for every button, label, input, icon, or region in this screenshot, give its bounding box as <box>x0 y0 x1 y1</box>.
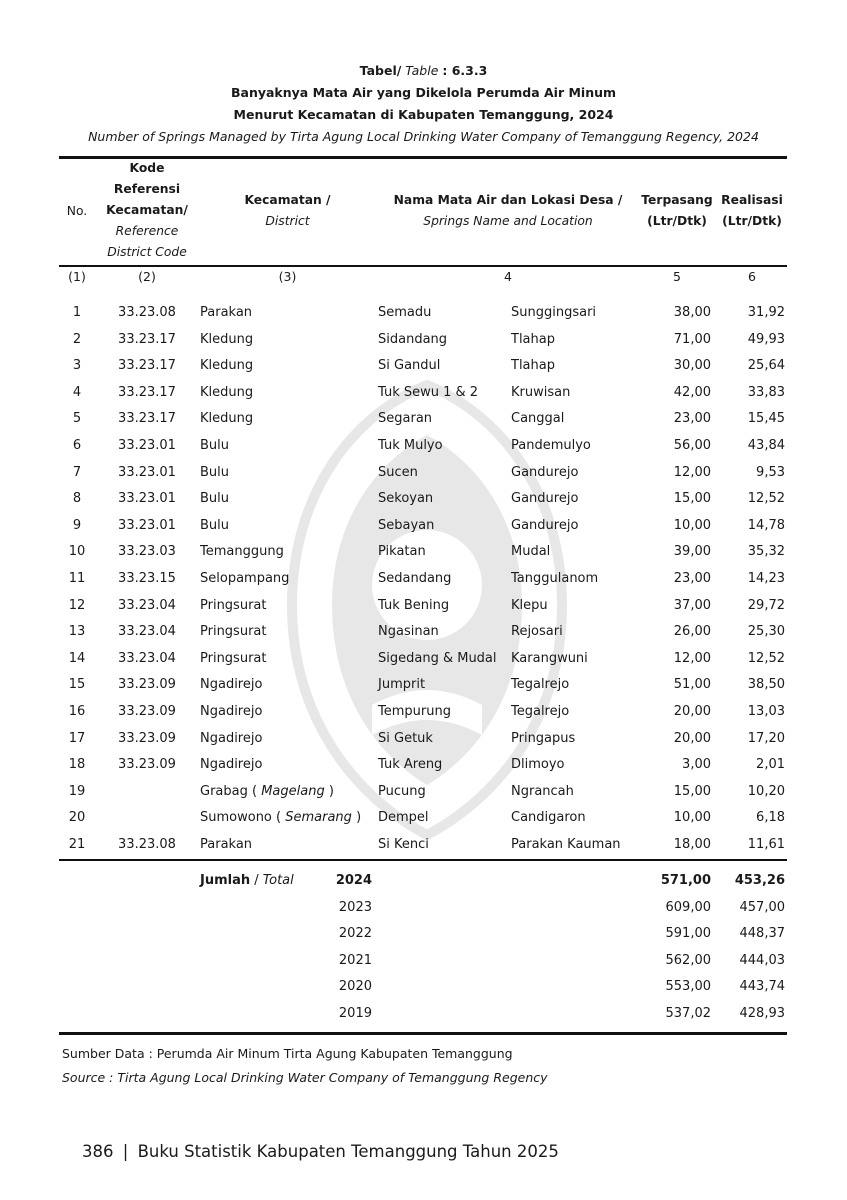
tabel-label: Tabel/ <box>359 63 402 78</box>
cell-village: Ngrancah <box>511 783 574 799</box>
total-installed: 562,00 <box>665 952 711 968</box>
total-realized: 444,03 <box>739 952 785 968</box>
cell-district: Kledung <box>200 331 254 347</box>
cell-village: Candigaron <box>511 810 586 826</box>
cell-installed: 12,00 <box>673 650 711 666</box>
cell-district: Ngadirejo <box>200 677 263 693</box>
cell-installed: 15,00 <box>673 783 711 799</box>
header-code-en-line2: District Code <box>107 245 187 259</box>
cell-district: Bulu <box>200 491 230 507</box>
table-title-english: Number of Springs Managed by Tirta Agung Local Drinking Water Company of Temanggung Regency, 2024 <box>88 129 759 144</box>
cell-spring: Ngasinan <box>378 624 439 640</box>
cell-code <box>95 779 199 805</box>
cell-village: Gandurejo <box>511 464 579 480</box>
total-realized: 443,74 <box>739 979 785 994</box>
total-installed: 553,00 <box>665 979 711 994</box>
district-note: Semarang <box>285 810 352 826</box>
cell-code: 33.23.15 <box>118 571 176 586</box>
cell-code: 33.23.17 <box>118 331 176 347</box>
cell-village: Tlahap <box>511 331 555 347</box>
cell-realized: 35,32 <box>747 544 785 560</box>
cell-realized: 11,61 <box>747 837 785 852</box>
cell-no: 6 <box>72 438 82 453</box>
cell-realized: 13,03 <box>747 704 785 719</box>
cell-no: 13 <box>68 624 86 640</box>
total-year: 2023 <box>338 899 372 915</box>
cell-realized: 6,18 <box>756 810 785 826</box>
cell-village: Sunggingsari <box>511 305 597 320</box>
header-realized-unit: (Ltr/Dtk) <box>722 214 782 228</box>
cell-installed: 26,00 <box>673 624 711 640</box>
cell-installed: 30,00 <box>673 358 711 374</box>
cell-realized: 38,50 <box>747 677 785 693</box>
page-footer <box>82 1142 559 1161</box>
cell-no: 14 <box>68 650 86 666</box>
cell-district: Parakan <box>200 837 253 852</box>
cell-realized: 14,78 <box>747 517 785 533</box>
cell-code: 33.23.09 <box>118 730 176 746</box>
header-spring <box>376 190 640 232</box>
cell-installed: 3,00 <box>682 757 711 773</box>
cell-district: Pringsurat <box>200 624 267 640</box>
cell-realized: 29,72 <box>747 597 785 613</box>
cell-code: 33.23.01 <box>118 438 176 453</box>
cell-district: Kledung <box>200 384 254 400</box>
total-installed: 609,00 <box>665 899 711 915</box>
cell-installed: 42,00 <box>673 384 711 400</box>
cell-spring: Tuk Mulyo <box>378 438 443 453</box>
cell-district: Pringsurat <box>200 597 267 613</box>
cell-realized: 12,52 <box>747 491 785 507</box>
cell-code: 33.23.17 <box>118 384 176 400</box>
total-installed: 591,00 <box>665 926 711 941</box>
header-spring-en: Springs Name and Location <box>423 214 593 228</box>
header-code-line3: Kecamatan/ <box>106 203 188 217</box>
footer-separator: | <box>122 1142 129 1161</box>
header-code <box>95 158 199 263</box>
cell-spring: Tuk Bening <box>378 597 450 613</box>
cell-village: Mudal <box>511 544 551 560</box>
header-installed <box>637 190 717 232</box>
cell-district <box>200 779 375 805</box>
cell-realized: 17,20 <box>747 730 785 746</box>
cell-no: 5 <box>72 411 82 427</box>
cell-code: 33.23.08 <box>118 837 176 852</box>
cell-no: 18 <box>68 757 86 773</box>
cell-no: 3 <box>72 358 82 374</box>
cell-code: 33.23.09 <box>118 677 176 693</box>
district-name: Sumowono ( <box>200 810 282 826</box>
cell-installed: 20,00 <box>673 730 711 746</box>
cell-spring: Sedandang <box>378 571 452 586</box>
cell-code: 33.23.04 <box>118 597 176 613</box>
header-installed-text: Terpasang <box>641 193 713 207</box>
cell-district: Bulu <box>200 517 230 533</box>
cell-village: Gandurejo <box>511 491 579 507</box>
cell-village: Tanggulanom <box>511 571 599 586</box>
cell-no: 8 <box>72 491 82 507</box>
header-code-line1: Kode <box>129 161 165 175</box>
cell-code: 33.23.03 <box>118 544 176 560</box>
district-close: ) <box>328 783 334 799</box>
cell-no: 1 <box>72 305 82 320</box>
cell-realized: 33,83 <box>747 384 785 400</box>
cell-village: Klepu <box>511 597 548 613</box>
header-district-text: Kecamatan / <box>244 193 331 207</box>
total-label: Jumlah / Total <box>200 873 294 888</box>
cell-installed: 56,00 <box>673 438 711 453</box>
cell-installed: 71,00 <box>673 331 711 347</box>
cell-spring: Sigedang & Mudal <box>378 650 497 666</box>
cell-spring: Tuk Areng <box>378 757 443 773</box>
cell-realized: 25,64 <box>747 358 785 374</box>
cell-code: 33.23.09 <box>118 704 176 719</box>
cell-no: 2 <box>72 331 82 347</box>
cell-village: Tlahap <box>511 358 555 374</box>
cell-no: 19 <box>68 783 86 799</box>
cell-village: Pringapus <box>511 730 576 746</box>
cell-code: 33.23.08 <box>118 305 176 320</box>
header-district <box>200 190 375 232</box>
colnum-5: 5 <box>673 269 681 284</box>
header-realized-text: Realisasi <box>721 193 783 207</box>
cell-spring: Si Getuk <box>378 730 433 746</box>
cell-code <box>95 805 199 831</box>
cell-realized: 14,23 <box>747 571 785 586</box>
total-realized: 448,37 <box>739 926 785 941</box>
total-realized: 457,00 <box>739 899 785 915</box>
total-year: 2022 <box>338 926 372 941</box>
cell-installed: 37,00 <box>673 597 711 613</box>
table-title-block <box>0 60 847 148</box>
table-bottom-rule <box>59 1032 787 1035</box>
cell-installed: 10,00 <box>673 517 711 533</box>
cell-realized: 25,30 <box>747 624 785 640</box>
source-en: Source : Tirta Agung Local Drinking Water Company of Temanggung Regency <box>62 1070 548 1085</box>
cell-village: Canggal <box>511 411 565 427</box>
cell-realized: 12,52 <box>747 650 785 666</box>
total-installed: 571,00 <box>660 873 711 888</box>
cell-village: Karangwuni <box>511 650 588 666</box>
cell-spring: Pikatan <box>378 544 426 560</box>
table-title-line1: Banyaknya Mata Air yang Dikelola Perumda Air Minum <box>230 85 617 100</box>
cell-no: 21 <box>68 837 86 852</box>
cell-spring: Jumprit <box>378 677 426 693</box>
header-no <box>60 201 94 222</box>
cell-installed: 23,00 <box>673 411 711 427</box>
cell-district: Kledung <box>200 358 254 374</box>
total-year: 2021 <box>338 952 372 968</box>
cell-village: Gandurejo <box>511 517 579 533</box>
body-bottom-rule <box>59 859 787 861</box>
cell-no: 11 <box>68 571 86 586</box>
header-code-en-line1: Reference <box>115 224 179 238</box>
header-spring-text: Nama Mata Air dan Lokasi Desa / <box>393 193 623 207</box>
cell-district: Ngadirejo <box>200 730 263 746</box>
cell-installed: 15,00 <box>673 491 711 507</box>
cell-code: 33.23.17 <box>118 411 176 427</box>
cell-district: Pringsurat <box>200 650 267 666</box>
cell-installed: 51,00 <box>673 677 711 693</box>
page-number: 386 <box>82 1142 114 1161</box>
cell-spring: Dempel <box>378 810 429 826</box>
cell-spring: Segaran <box>378 411 433 427</box>
cell-district: Kledung <box>200 411 254 427</box>
cell-realized: 31,92 <box>747 305 785 320</box>
cell-village: Rejosari <box>511 624 563 640</box>
colnum-3: (3) <box>278 269 297 284</box>
colnum-1: (1) <box>68 269 86 284</box>
cell-code: 33.23.01 <box>118 464 176 480</box>
cell-realized: 43,84 <box>747 438 785 453</box>
cell-no: 17 <box>68 730 86 746</box>
total-label-en: Total <box>262 873 294 888</box>
district-name: Grabag ( <box>200 783 258 799</box>
total-label-text: Jumlah <box>200 873 251 888</box>
cell-installed: 12,00 <box>673 464 711 480</box>
table-number: : 6.3.3 <box>442 63 488 78</box>
cell-code: 33.23.04 <box>118 624 176 640</box>
cell-village: Dlimoyo <box>511 757 565 773</box>
cell-installed: 23,00 <box>673 571 711 586</box>
colnum-4: 4 <box>504 269 512 284</box>
colnum-2: (2) <box>138 269 156 284</box>
total-year: 2019 <box>338 1005 372 1021</box>
cell-no: 4 <box>72 384 82 400</box>
cell-village: Tegalrejo <box>511 704 570 719</box>
cell-village: Parakan Kauman <box>511 837 621 852</box>
cell-no: 10 <box>68 544 86 560</box>
cell-spring: Sucen <box>378 464 418 480</box>
total-realized: 453,26 <box>734 873 785 888</box>
cell-spring: Sebayan <box>378 517 435 533</box>
cell-installed: 18,00 <box>673 837 711 852</box>
cell-spring: Pucung <box>378 783 426 799</box>
book-title: Buku Statistik Kabupaten Temanggung Tahun 2025 <box>137 1142 559 1161</box>
cell-no: 20 <box>68 810 86 826</box>
header-realized <box>717 190 787 232</box>
cell-district: Ngadirejo <box>200 704 263 719</box>
table-label-en: Table <box>405 63 439 78</box>
header-district-en: District <box>265 214 310 228</box>
cell-installed: 38,00 <box>673 305 711 320</box>
cell-no: 9 <box>72 517 82 533</box>
cell-code: 33.23.09 <box>118 757 176 773</box>
colnum-6: 6 <box>748 269 756 284</box>
cell-installed: 20,00 <box>673 704 711 719</box>
total-year: 2024 <box>335 873 372 888</box>
cell-spring: Sidandang <box>378 331 448 347</box>
cell-spring: Sekoyan <box>378 491 434 507</box>
cell-spring: Tempurung <box>378 704 451 719</box>
cell-spring: Si Kenci <box>378 837 429 852</box>
cell-spring: Semadu <box>378 305 432 320</box>
total-installed: 537,02 <box>665 1005 711 1021</box>
district-close: ) <box>356 810 362 826</box>
cell-code: 33.23.01 <box>118 491 176 507</box>
cell-realized: 49,93 <box>747 331 785 347</box>
cell-village: Pandemulyo <box>511 438 591 453</box>
header-bottom-rule <box>59 265 787 267</box>
cell-district: Bulu <box>200 438 230 453</box>
cell-no: 16 <box>68 704 86 719</box>
cell-code: 33.23.17 <box>118 358 176 374</box>
cell-realized: 10,20 <box>747 783 785 799</box>
source-id: Sumber Data : Perumda Air Minum Tirta Agung Kabupaten Temanggung <box>62 1046 513 1061</box>
cell-realized: 2,01 <box>756 757 785 773</box>
cell-village: Tegalrejo <box>511 677 570 693</box>
cell-installed: 39,00 <box>673 544 711 560</box>
cell-district: Bulu <box>200 464 230 480</box>
cell-district: Ngadirejo <box>200 757 263 773</box>
cell-no: 12 <box>68 597 86 613</box>
cell-village: Kruwisan <box>511 384 571 400</box>
header-code-line2: Referensi <box>113 182 181 196</box>
cell-district: Temanggung <box>200 544 284 560</box>
cell-installed: 10,00 <box>673 810 711 826</box>
cell-no: 15 <box>68 677 86 693</box>
header-installed-unit: (Ltr/Dtk) <box>647 214 707 228</box>
header-no-text: No. <box>66 204 88 218</box>
cell-realized: 9,53 <box>756 464 785 480</box>
total-year: 2020 <box>338 979 372 994</box>
cell-district: Parakan <box>200 305 253 320</box>
total-realized: 428,93 <box>739 1005 785 1021</box>
cell-realized: 15,45 <box>747 411 785 427</box>
cell-code: 33.23.04 <box>118 650 176 666</box>
cell-district: Selopampang <box>200 571 290 586</box>
cell-no: 7 <box>72 464 82 480</box>
table-title-line2: Menurut Kecamatan di Kabupaten Temanggung, 2024 <box>233 107 614 122</box>
district-note: Magelang <box>261 783 325 799</box>
cell-spring: Tuk Sewu 1 & 2 <box>378 384 479 400</box>
cell-spring: Si Gandul <box>378 358 441 374</box>
cell-district <box>200 805 375 831</box>
cell-code: 33.23.01 <box>118 517 176 533</box>
